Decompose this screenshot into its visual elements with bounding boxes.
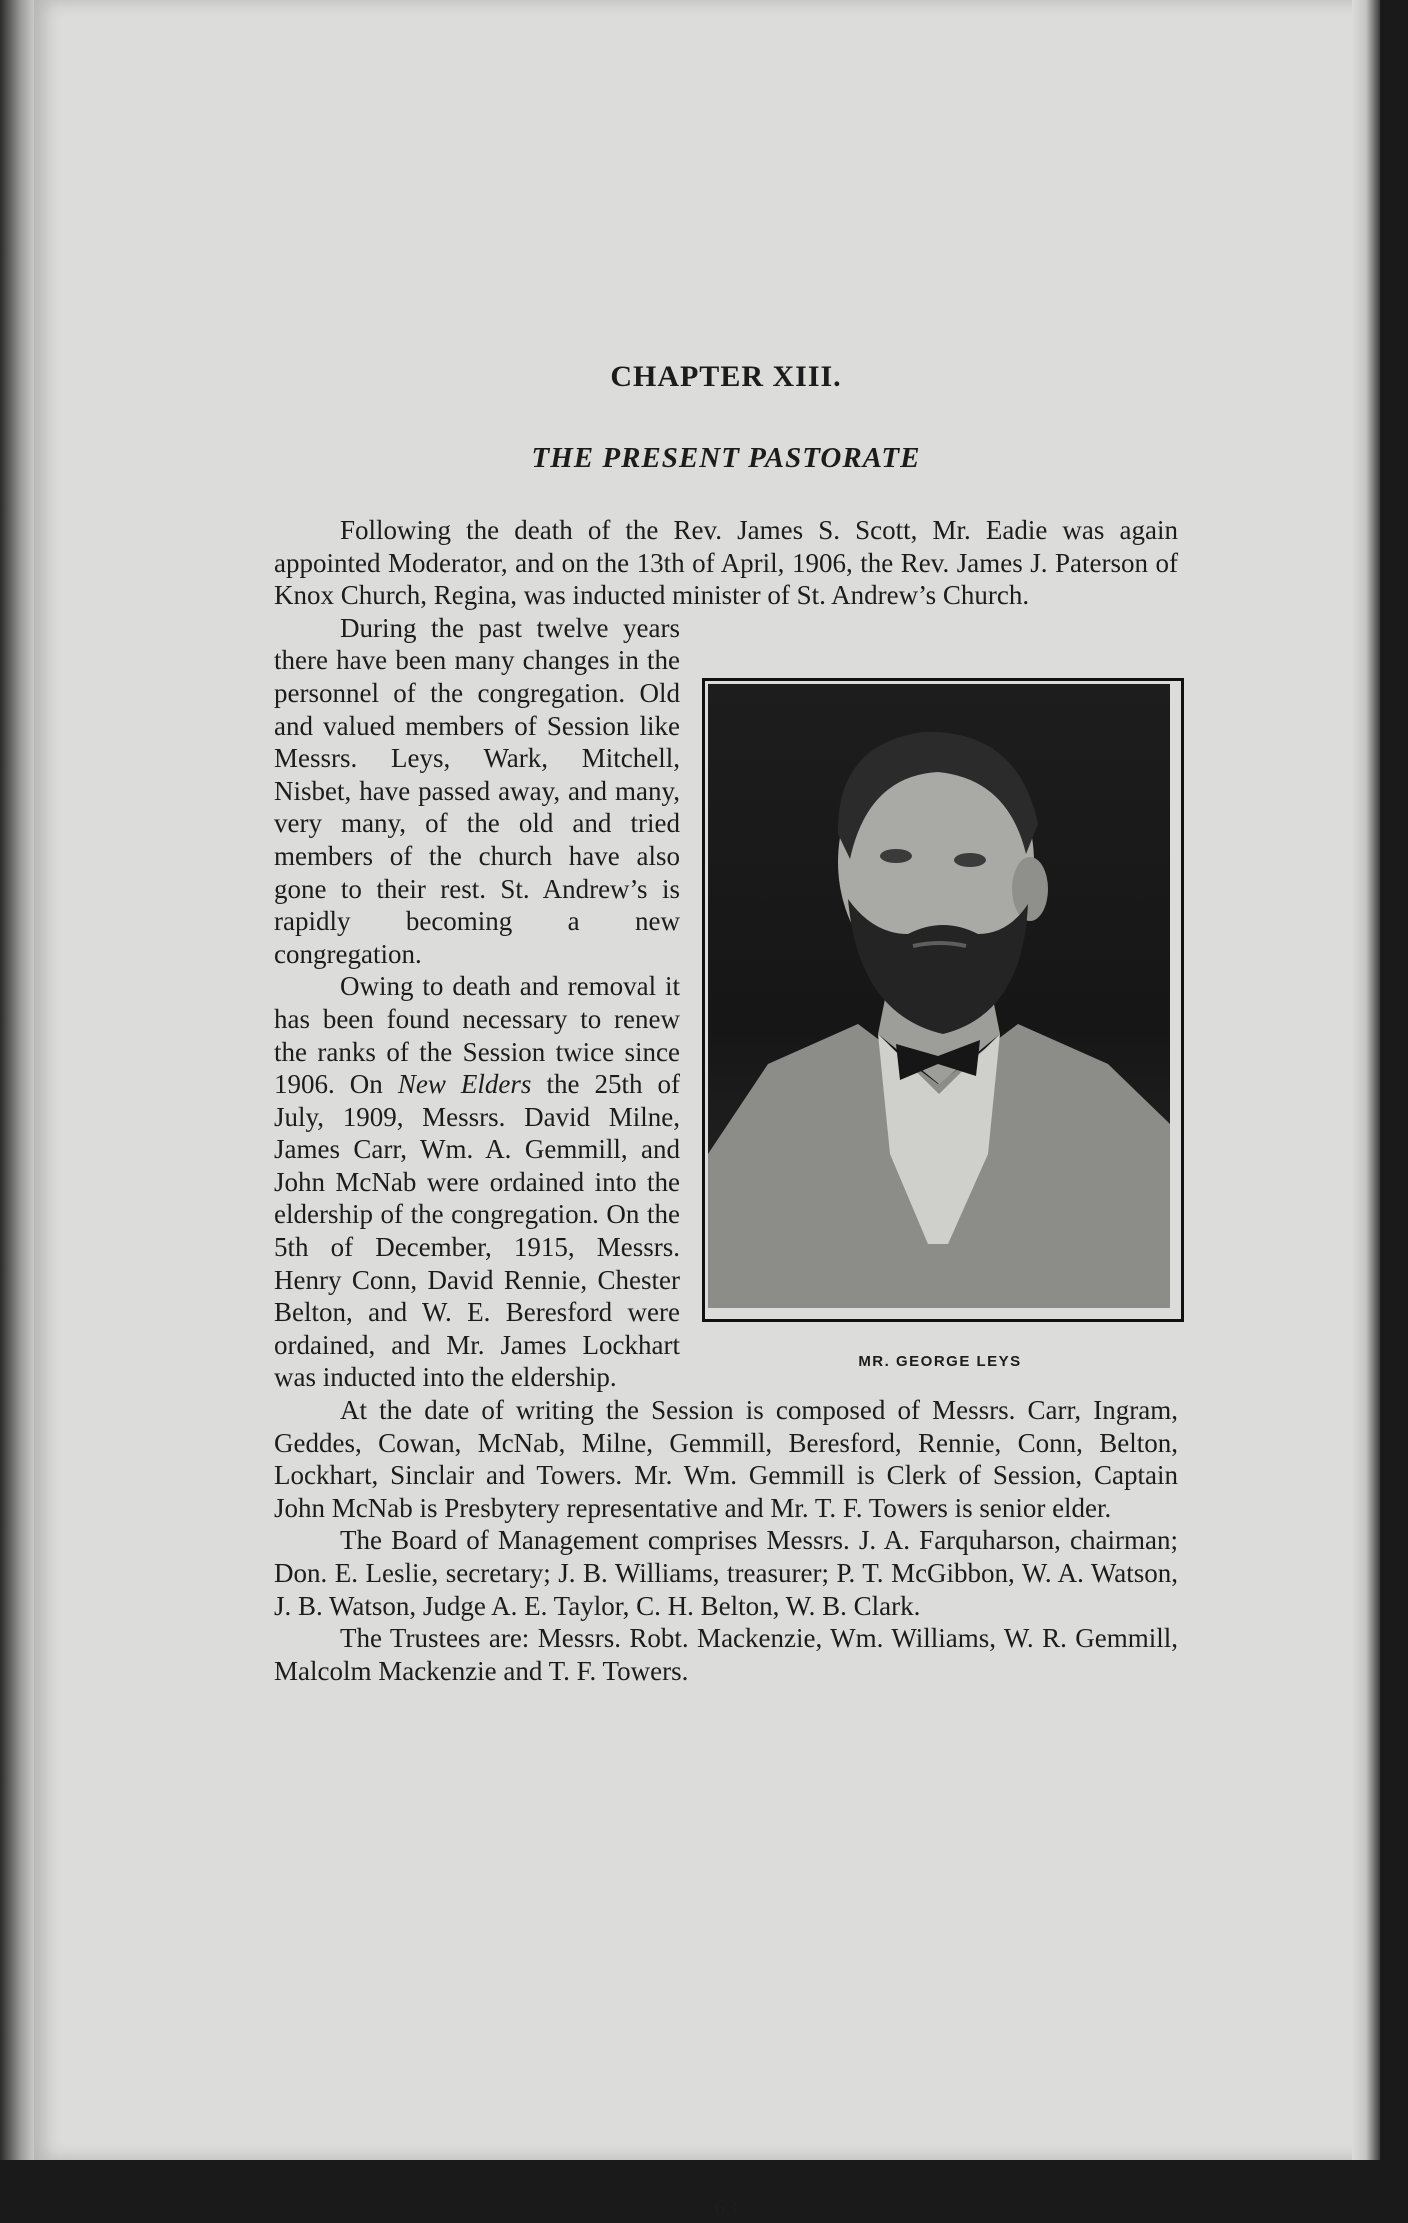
paragraph-4: At the date of writing the Session is composed of Messrs. Carr, Ingram, Geddes, Cowan, McNab, Milne, Gemmill, Beresford, Rennie, Conn, Belton, Lockhart, Sinclair and Towers. Mr. Wm. Gemmill is Clerk of Session, Captain John McNab is Presbytery representative and Mr. T. F. Towers is senior elder. <box>274 1395 1178 1523</box>
paragraph-2: During the past twelve years there have been many changes in the personnel of the congregation. Old and valued members of Session like Messrs. Leys, Wark, Mitchell, Nisbet, have passed away, and many, very many, of the old and tried members of the church have also gone to their rest. St. Andrew’s is rapidly becoming a new congregation. <box>274 612 680 969</box>
paragraph-5: The Board of Management comprises Messrs. J. A. Farquharson, chairman; Don. E. Leslie, secretary; J. B. Williams, treasurer; P. T. McGibbon, W. A. Watson, J. B. Watson, Judge A. E. Taylor, C. H. Belton, W. B. Clark. <box>274 1525 1178 1621</box>
margin-note: New Elders <box>397 1069 532 1100</box>
photo-caption: MR. GEORGE LEYS <box>858 1352 1022 1370</box>
paragraph-1: Following the death of the Rev. James S. Scott, Mr. Eadie was again appointed Moderator, and on the 13th of April, 1906, the Rev. James J. Paterson of Knox Church, Regina, was inducted minister of St. Andrew’s Church. <box>274 515 1178 611</box>
page-number: 63 <box>714 2196 738 2222</box>
body-text <box>274 514 1178 1687</box>
chapter-heading: CHAPTER XIII. <box>610 360 842 393</box>
photo-frame <box>702 678 1184 1322</box>
portrait-illustration <box>708 684 1170 1308</box>
paragraph-3-part-b: the 25th of July, 1909, Messrs. David Milne, James Carr, Wm. A. Gemmill, and John McNab were ordained into the eldership of the congregation. On the 5th of December, 1915, Messrs. Henry Conn, David Rennie, Chester Belton, and W. E. Beresford were ordained, and Mr. James Lockhart was inducted into the eldership. <box>274 1069 681 1393</box>
book-spine <box>0 0 34 2160</box>
page-edge <box>1352 0 1380 2160</box>
portrait-figure <box>702 678 1178 1390</box>
chapter-title: THE PRESENT PASTORATE <box>531 442 921 474</box>
paragraph-3-part-a: Owing to death and removal it has been found necessary to renew the ranks of the Session twice since 1906. On <box>274 971 680 1100</box>
portrait-photo <box>708 684 1170 1308</box>
paragraph-6: The Trustees are: Messrs. Robt. Mackenzie, Wm. Williams, W. R. Gemmill, Malcolm Mackenzie and T. F. Towers. <box>274 1623 1178 1686</box>
book-page <box>34 0 1380 2222</box>
